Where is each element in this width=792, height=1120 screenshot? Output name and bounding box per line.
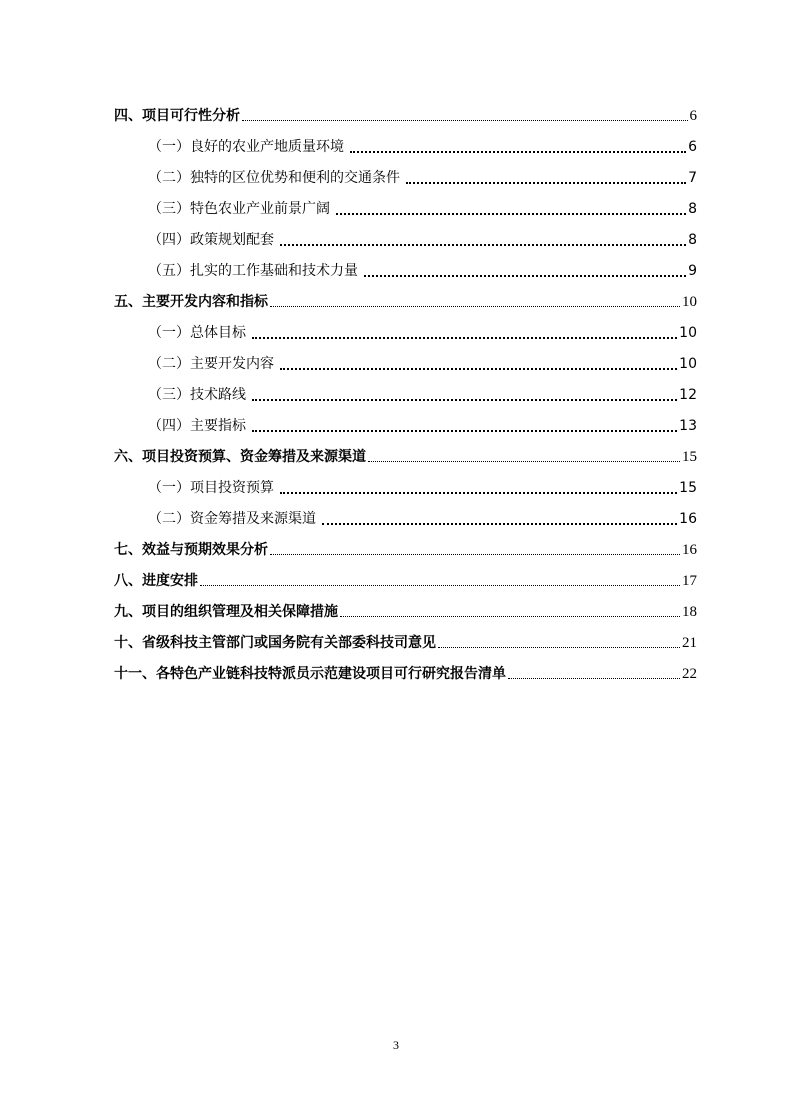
dot-leader [346,134,686,160]
dot-leader [270,537,680,563]
toc-entry[interactable] [114,377,697,408]
toc-entry-page: 13 [679,418,697,434]
toc-entry[interactable] [114,346,697,377]
toc-entry-page: 10 [679,356,697,372]
toc-entry[interactable] [114,129,697,160]
toc-entry-title: （二）主要开发内容 [148,356,274,372]
toc-entry-page: 15 [679,480,697,496]
toc-entry[interactable] [114,222,697,253]
toc-entry[interactable] [114,439,697,470]
toc-entry-page: 18 [682,604,697,620]
toc-entry-title: （一）项目投资预算 [148,480,274,496]
toc-entry[interactable] [114,470,697,501]
dot-leader [248,382,677,408]
toc-entry[interactable] [114,501,697,532]
toc-entry-title: （四）主要指标 [148,418,246,434]
toc-entry-title: 六、项目投资预算、资金筹措及来源渠道 [114,449,366,465]
toc-entry[interactable] [114,532,697,563]
toc-entry-title: （二）独特的区位优势和便利的交通条件 [148,170,400,186]
toc-entry-page: 21 [682,635,697,651]
toc-entry[interactable] [114,160,697,191]
toc-entry[interactable] [114,98,697,129]
toc-entry-page: 9 [688,263,697,279]
toc-entry-title: （四）政策规划配套 [148,232,274,248]
dot-leader [508,661,680,687]
toc-entry-title: （二）资金筹措及来源渠道 [148,511,316,527]
toc-entry-page: 10 [682,294,697,310]
dot-leader [248,413,677,439]
toc-entry[interactable] [114,408,697,439]
toc-entry[interactable] [114,625,697,656]
toc-entry[interactable] [114,563,697,594]
toc-entry[interactable] [114,253,697,284]
dot-leader [276,227,686,253]
dot-leader [248,320,677,346]
toc-entry-title: 八、进度安排 [114,573,198,589]
toc-entry-title: 五、主要开发内容和指标 [114,294,268,310]
toc-entry[interactable] [114,594,697,625]
toc-entry[interactable] [114,656,697,687]
toc-entry-title: 七、效益与预期效果分析 [114,542,268,558]
dot-leader [332,196,686,222]
toc-entry-title: 九、项目的组织管理及相关保障措施 [114,604,338,620]
table-of-contents [114,98,697,687]
toc-entry[interactable] [114,191,697,222]
dot-leader [276,475,677,501]
toc-entry-title: 四、项目可行性分析 [114,108,240,124]
toc-entry-page: 22 [682,666,697,682]
toc-entry-title: （一）良好的农业产地质量环境 [148,139,344,155]
toc-entry-page: 6 [688,139,697,155]
dot-leader [270,289,680,315]
dot-leader [368,444,680,470]
toc-entry-title: （一）总体目标 [148,325,246,341]
toc-entry-page: 17 [682,573,697,589]
dot-leader [242,103,688,129]
dot-leader [276,351,677,377]
toc-entry-title: 十、省级科技主管部门或国务院有关部委科技司意见 [114,635,436,651]
dot-leader [200,568,680,594]
dot-leader [402,165,686,191]
toc-entry-page: 16 [682,542,697,558]
dot-leader [340,599,680,625]
toc-entry-page: 8 [688,232,697,248]
toc-entry-page: 8 [688,201,697,217]
toc-entry-page: 7 [688,170,697,186]
toc-entry-page: 12 [679,387,697,403]
page-number: 3 [393,1038,399,1052]
toc-entry-title: 十一、各特色产业链科技特派员示范建设项目可行研究报告清单 [114,666,506,682]
toc-entry-title: （三）特色农业产业前景广阔 [148,201,330,217]
toc-entry[interactable] [114,284,697,315]
toc-entry-page: 15 [682,449,697,465]
toc-entry-page: 10 [679,325,697,341]
toc-entry[interactable] [114,315,697,346]
toc-entry-title: （五）扎实的工作基础和技术力量 [148,263,358,279]
dot-leader [360,258,686,284]
toc-entry-page: 16 [679,511,697,527]
toc-entry-page: 6 [689,108,697,124]
dot-leader [438,630,680,656]
dot-leader [318,506,677,532]
toc-entry-title: （三）技术路线 [148,387,246,403]
